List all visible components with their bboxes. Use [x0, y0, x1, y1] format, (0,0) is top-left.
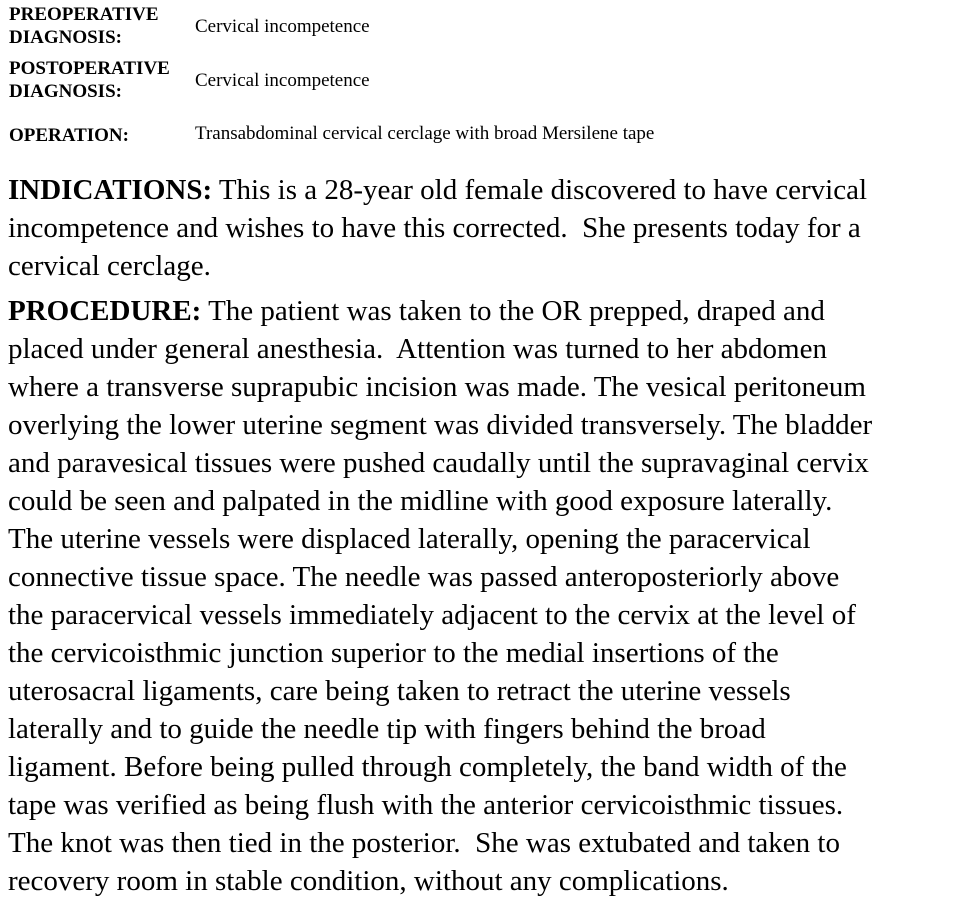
- procedure-paragraph: [8, 292, 976, 900]
- procedure-line: uterosacral ligaments, care being taken to retract the uterine vessels: [8, 675, 791, 707]
- indications-text: This is a 28-year old female discovered to have cervical: [212, 174, 868, 206]
- procedure-line: laterally and to guide the needle tip with fingers behind the broad: [8, 713, 766, 745]
- preoperative-diagnosis-label: PREOPERATIVE DIAGNOSIS:: [9, 4, 159, 48]
- preoperative-diagnosis-value: Cervical incompetence: [195, 16, 370, 37]
- procedure-line: could be seen and palpated in the midline with good exposure laterally.: [8, 485, 833, 517]
- indications-heading: INDICATIONS:: [8, 174, 213, 206]
- procedure-line: The knot was then tied in the posterior. She was extubated and taken to: [8, 827, 840, 859]
- procedure-text: The patient was taken to the OR prepped, draped and: [201, 295, 825, 327]
- indications-line: [8, 171, 976, 209]
- indications-line: incompetence and wishes to have this corrected. She presents today for a: [8, 212, 861, 244]
- procedure-line: ligament. Before being pulled through completely, the band width of the: [8, 751, 847, 783]
- procedure-line: placed under general anesthesia. Attention was turned to her abdomen: [8, 333, 827, 365]
- postoperative-diagnosis-value: Cervical incompetence: [195, 70, 370, 91]
- operation-value: Transabdominal cervical cerclage with broad Mersilene tape: [195, 123, 655, 144]
- procedure-line: where a transverse suprapubic incision was made. The vesical peritoneum: [8, 371, 866, 403]
- procedure-line: The uterine vessels were displaced laterally, opening the paracervical: [8, 523, 811, 555]
- indications-line: cervical cerclage.: [8, 250, 211, 282]
- procedure-line: and paravesical tissues were pushed caudally until the supravaginal cervix: [8, 447, 869, 479]
- procedure-line: the cervicoisthmic junction superior to the medial insertions of the: [8, 637, 779, 669]
- operation-label: OPERATION:: [9, 125, 129, 146]
- postoperative-diagnosis-label: POSTOPERATIVE DIAGNOSIS:: [9, 58, 170, 102]
- indications-paragraph: [8, 171, 976, 285]
- procedure-line: the paracervical vessels immediately adjacent to the cervix at the level of: [8, 599, 856, 631]
- procedure-line: tape was verified as being flush with the anterior cervicoisthmic tissues.: [8, 789, 844, 821]
- procedure-heading: PROCEDURE:: [8, 295, 202, 327]
- procedure-line: recovery room in stable condition, without any complications.: [8, 865, 729, 897]
- procedure-line: [8, 292, 976, 330]
- procedure-line: connective tissue space. The needle was passed anteroposteriorly above: [8, 561, 840, 593]
- procedure-line: overlying the lower uterine segment was divided transversely. The bladder: [8, 409, 873, 441]
